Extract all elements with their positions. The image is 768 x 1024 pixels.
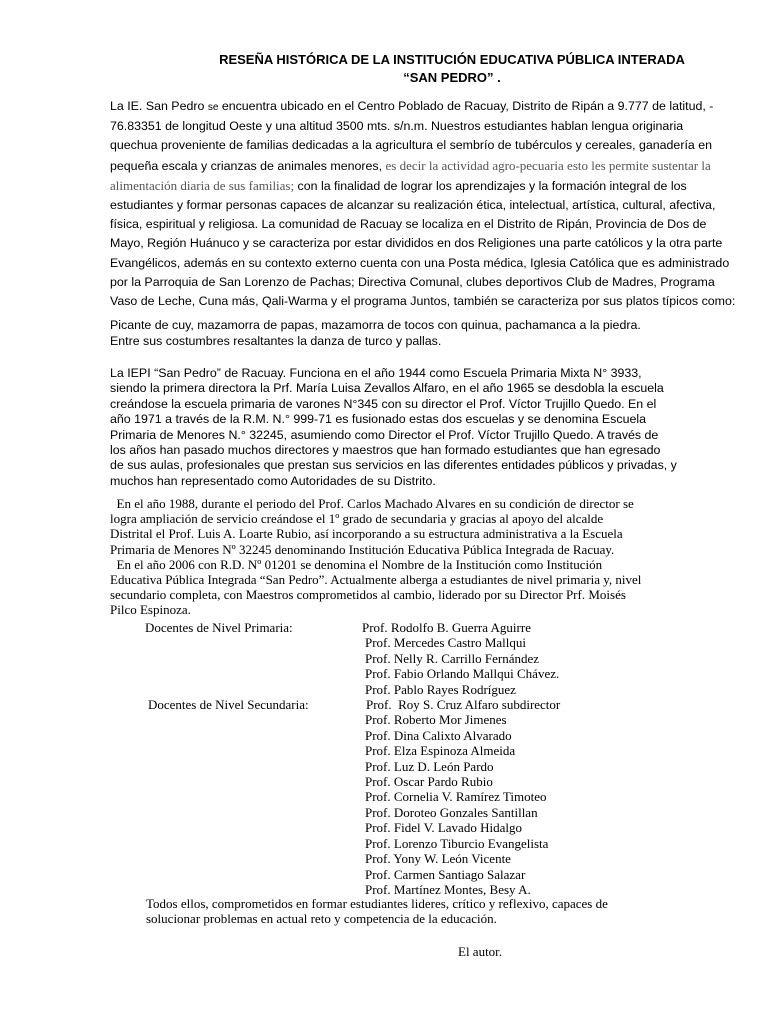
teacher-name: Prof. Martínez Montes, Besy A. [365, 881, 531, 897]
teacher-name: Prof. Roberto Mor Jimenes [365, 712, 507, 728]
history-line: La IEPI “San Pedro” de Racuay. Funciona en el año 1944 como Escuela Primaria Mixta N° 3933, [110, 366, 642, 380]
teacher-name: Prof. Cornelia V. Ramírez Timoteo [365, 789, 547, 805]
teacher-name: Prof. Fidel V. Lavado Hidalgo [365, 820, 522, 836]
closing-paragraph [146, 896, 608, 927]
teacher-name: Prof. Rodolfo B. Guerra Aguirre [362, 620, 531, 635]
customs-line: Picante de cuy, mazamorra de papas, mazamorra de tocos con quinua, pachamanca a la piedra. [110, 318, 641, 332]
history2-line: Primaria de Menores Nº 32245 denominando Institución Educativa Pública Integrada de Racuay. [110, 541, 615, 557]
teacher-name: Prof. Oscar Pardo Rubio [365, 774, 493, 790]
closing-line: Todos ellos, comprometidos en formar estudiantes lideres, crítico y reflexivo, capaces de [146, 896, 608, 911]
closing-line: solucionar problemas en actual reto y competencia de la educación. [146, 911, 497, 927]
history2-line: Educativa Pública Integrada “San Pedro”. Actualmente alberga a estudiantes de nivel primaria y, nivel [110, 572, 642, 588]
intro-line: estudiantes y formar personas capaces de alcanzar su realización ética, intelectual, artística, cultural, afectiva, [110, 198, 716, 213]
teacher-name: Prof. Roy S. Cruz Alfaro subdirector [366, 697, 561, 713]
customs-line: Entre sus costumbres resaltantes la danza de turco y pallas. [110, 333, 442, 348]
intro-line: física, espiritual y religiosa. La comunidad de Racuay se localiza en el Distrito de Ripán, Provincia de Dos de [110, 217, 707, 232]
teacher-name: Prof. Lorenzo Tiburcio Evangelista [365, 835, 549, 851]
history-line: Primaria de Menores N.° 32245, asumiendo como Director el Prof. Víctor Trujillo Quedo. A través de [110, 427, 659, 442]
history-continued-paragraph [110, 496, 730, 618]
teacher-name: Prof. Nelly R. Carrillo Fernández [365, 650, 540, 666]
intro-line: por la Parroquia de San Lorenzo de Pachas; Directiva Comunal, clubes deportivos Club de Madres, Programa [110, 274, 715, 289]
history-paragraph [110, 366, 730, 489]
teacher-name: Prof. Mercedes Castro Mallqui [365, 635, 527, 651]
teacher-name: Prof. Doroteo Gonzales Santillan [365, 804, 538, 820]
document-title-line-2: “SAN PEDRO” . [403, 70, 501, 85]
history2-line: logra ampliación de servicio creándose el 1º grado de secundaria y gracias al apoyo del alcalde [110, 511, 604, 527]
history-line: de sus aulas, profesionales que prestan sus servicios en las diferentes entidades públicos y privadas, y [110, 458, 677, 473]
document-title-line-1: RESEÑA HISTÓRICA DE LA INSTITUCIÓN EDUCATIVA PÚBLICA INTERADA [219, 52, 685, 67]
intro-line: pequeña escala y crianzas de animales menores, es decir la actividad agro-pecuaria esto les permite sustentar la [110, 157, 711, 173]
history-line: los años han pasado muchos directores y maestros que han formado estudiantes que han egresado [110, 443, 661, 458]
intro-line: 76.83351 de longitud Oeste y una altitud 3500 mts. s/n.m. Nuestros estudiantes hablan lengua originaria [110, 119, 684, 134]
history-line: creándose la escuela primaria de varones N°345 con su director el Prof. Víctor Trujillo Quedo. En el [110, 396, 657, 411]
teacher-name: Prof. Fabio Orlando Mallqui Chávez. [365, 666, 560, 682]
intro-line: alimentación diaria de sus familias; con la finalidad de lograr los aprendizajes y la formación integral de los [110, 177, 687, 193]
teacher-name: Prof. Dina Calixto Alvarado [365, 727, 512, 743]
history-line: siendo la primera directora la Prf. María Luisa Zevallos Alfaro, en el año 1965 se desdobla la escuela [110, 381, 664, 396]
history-line: muchos han representado como Autoridades de su Distrito. [110, 473, 436, 488]
intro-line: Vaso de Leche, Cuna más, Qali-Warma y el programa Juntos, también se caracteriza por sus platos típicos como: [110, 294, 736, 309]
history2-line: secundario completa, con Maestros comprometidos al cambio, liderado por su Director Prf. Moisés [110, 587, 626, 603]
history2-line: En el año 1988, durante el periodo del Prof. Carlos Machado Alvares en su condición de director se [110, 496, 634, 511]
intro-paragraph [110, 97, 760, 311]
history2-line: Pilco Espinoza. [110, 602, 191, 618]
teacher-name: Prof. Carmen Santiago Salazar [365, 866, 526, 882]
teacher-name: Prof. Elza Espinoza Almeida [365, 743, 516, 759]
intro-line: Mayo, Región Huánuco y se caracteriza por estar divididos en dos Religiones una parte católicos y la otra parte [110, 236, 723, 251]
teacher-name: Prof. Pablo Rayes Rodríguez [365, 681, 516, 697]
secondary-teachers-label: Docentes de Nivel Secundaria: [148, 697, 309, 712]
intro-line: quechua proveniente de familias dedicadas a la agricultura el sembrío de tubérculos y cereales, ganadería en [110, 138, 713, 153]
teacher-name: Prof. Yony W. León Vicente [365, 851, 511, 867]
history-line: año 1971 a través de la R.M. N.° 999-71 es fusionado estas dos escuelas y se denomina Escuela [110, 412, 647, 427]
intro-line: Evangélicos, además en su contexto externo cuenta con una Posta médica, Iglesia Católica que es administrado [110, 255, 730, 270]
history2-line: En el año 2006 con R.D. Nº 01201 se denomina el Nombre de la Institución como Institución [110, 556, 603, 572]
author-signature: El autor. [458, 944, 503, 959]
customs-paragraph [110, 318, 730, 349]
history2-line: Distrital el Prof. Luis A. Loarte Rubio, así incorporando a su estructura administrativa a la Escuela [110, 526, 623, 542]
teacher-names [362, 620, 561, 897]
intro-line: La IE. San Pedro se encuentra ubicado en el Centro Poblado de Racuay, Distrito de Ripán a 9.777 de latitud, - [110, 99, 714, 113]
primary-teachers-label: Docentes de Nivel Primaria: [145, 620, 293, 635]
teacher-name: Prof. Luz D. León Pardo [365, 758, 494, 774]
